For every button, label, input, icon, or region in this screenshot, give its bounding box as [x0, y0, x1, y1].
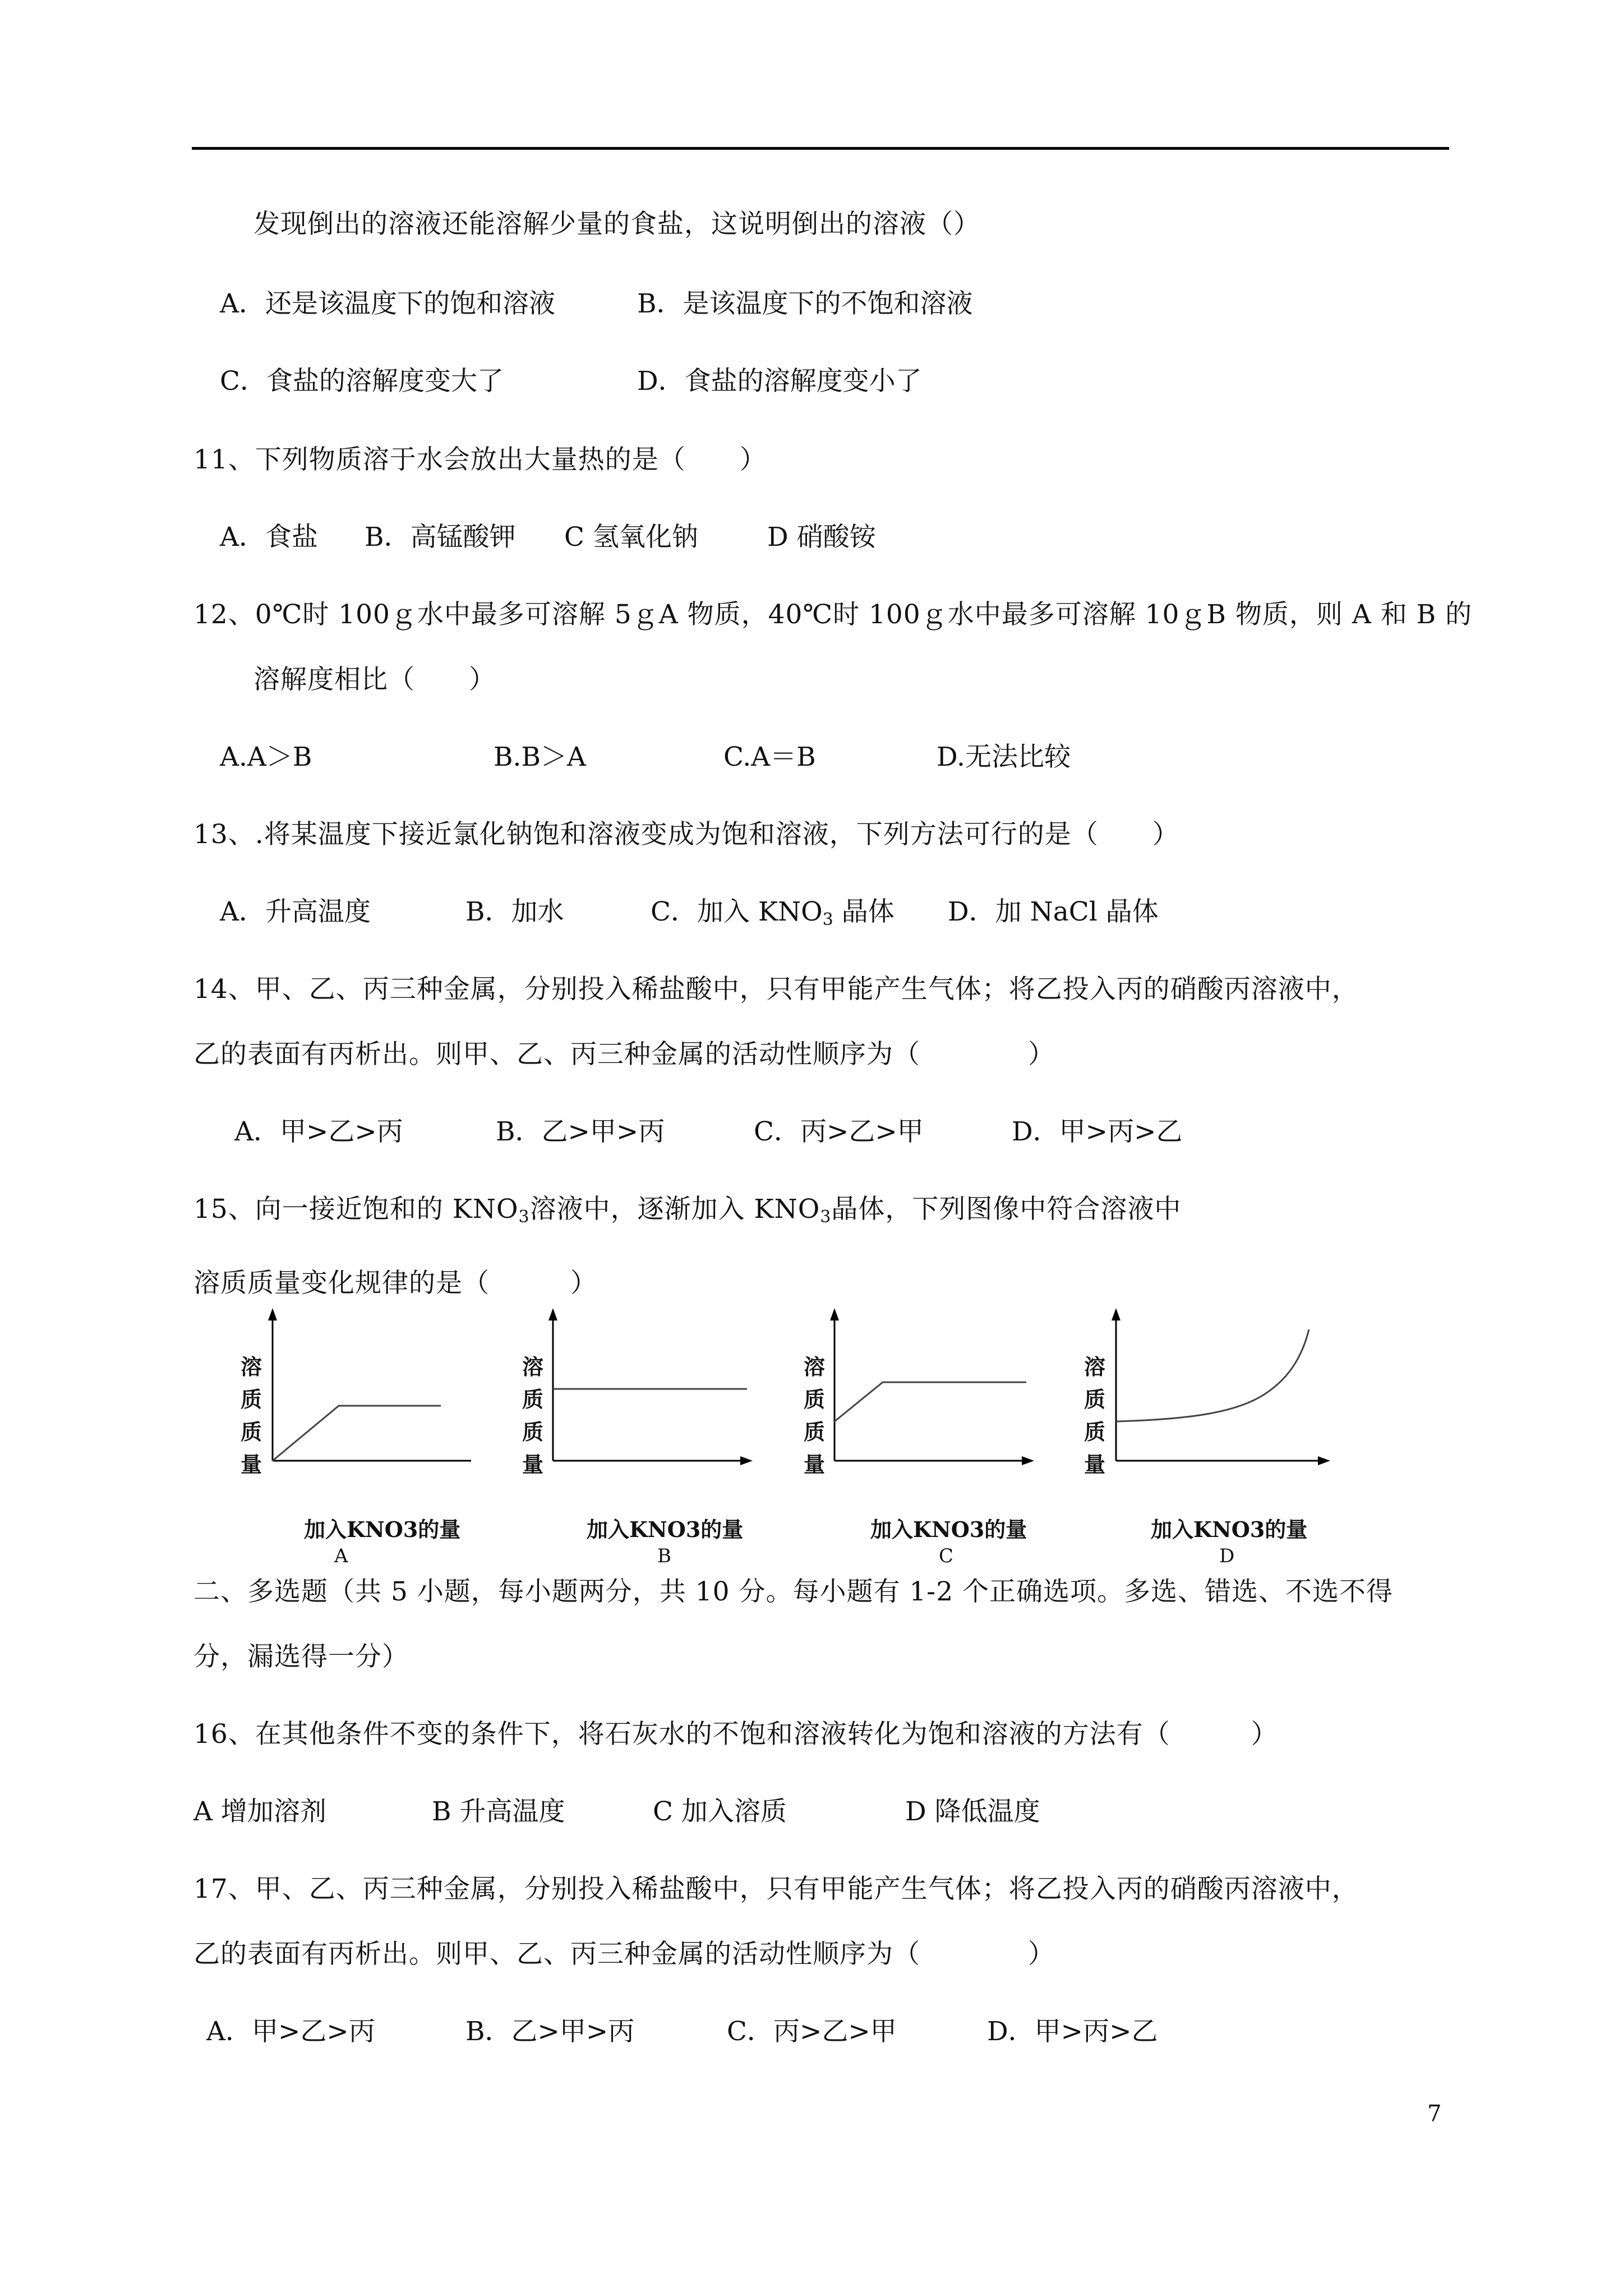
q12-stem-line1: 12、0℃时 100ｇ水中最多可溶解 5ｇA 物质，40℃时 100ｇ水中最多可溶解 10ｇB 物质，则 A 和 B 的: [193, 599, 1473, 630]
header-rule: [192, 147, 1449, 150]
q12-option-c: C.A＝B: [723, 742, 816, 772]
graph-b-letter: B: [657, 1545, 671, 1567]
graph-b-ylabel: 溶 质 质 量: [522, 1354, 543, 1477]
q17-stem-line2: 乙的表面有丙析出。则甲、乙、丙三种金属的活动性顺序为（ ）: [193, 1939, 1055, 1970]
graph-b: [517, 1307, 753, 1565]
graph-d-xlabel: 加入KNO3的量: [1151, 1517, 1308, 1542]
graph-a-plot: [236, 1307, 471, 1498]
q14-stem-line1: 14、甲、乙、丙三种金属，分别投入稀盐酸中，只有甲能产生气体；将乙投入丙的硝酸丙溶液中，: [193, 974, 1359, 1005]
q10-option-d: D．食盐的溶解度变小了: [637, 366, 922, 397]
q17-option-c: C．丙>乙>甲: [727, 2016, 897, 2047]
graph-d-ylabel: 溶 质 质 量: [1083, 1354, 1105, 1477]
graph-d-plot: [1079, 1307, 1343, 1498]
q14-option-b: B．乙>甲>丙: [496, 1116, 665, 1147]
q12-option-b: B.B＞A: [494, 742, 586, 772]
q11-option-c: C 氢氧化钠: [564, 522, 698, 553]
page-number: 7: [1427, 2101, 1442, 2127]
q16-option-c: C 加入溶质: [653, 1796, 787, 1827]
q13-stem: 13、.将某温度下接近氯化钠饱和溶液变成为饱和溶液，下列方法可行的是（ ）: [193, 819, 1179, 850]
q17-option-a: A．甲>乙>丙: [206, 2016, 375, 2047]
section2-heading-line1: 二、多选题（共 5 小题，每小题两分，共 10 分。每小题有 1-2 个正确选项。多选、错选、不选不得: [193, 1576, 1394, 1607]
graph-a-letter: A: [334, 1545, 348, 1567]
graph-d-curve: [1116, 1329, 1309, 1421]
graph-a-xlabel: 加入KNO3的量: [304, 1517, 461, 1542]
q11-stem: 11、下列物质溶于水会放出大量热的是（ ）: [193, 444, 767, 475]
graph-c: [799, 1307, 1034, 1565]
graph-c-xlabel: 加入KNO3的量: [870, 1517, 1027, 1542]
graph-b-xlabel: 加入KNO3的量: [587, 1517, 744, 1542]
q17-option-d: D．甲>丙>乙: [987, 2016, 1158, 2047]
section2-heading-line2: 分，漏选得一分）: [193, 1641, 409, 1672]
q13-option-a: A．升高温度: [220, 896, 371, 927]
q15-stem-line1: 15、向一接近饱和的 $KNO_3$溶液中，逐渐加入 $KNO_3$晶体，下列图像中符合溶液中: [193, 1194, 1182, 1227]
q13-option-d: D．加 NaCl 晶体: [948, 896, 1159, 927]
q16-option-b: B 升高温度: [432, 1796, 565, 1827]
q11-option-d: D 硝酸铵: [767, 522, 876, 553]
graph-d-letter: D: [1219, 1545, 1235, 1567]
q13-option-b: B．加水: [465, 896, 564, 927]
q12-stem-line2: 溶解度相比（ ）: [253, 664, 496, 695]
q10-option-b: B．是该温度下的不饱和溶液: [637, 288, 973, 319]
graph-a-ylabel: 溶 质 质 量: [240, 1354, 262, 1477]
q14-stem-line2: 乙的表面有丙析出。则甲、乙、丙三种金属的活动性顺序为（ ）: [193, 1039, 1055, 1070]
q12-option-a: A.A＞B: [220, 742, 312, 772]
q14-option-d: D．甲>丙>乙: [1012, 1116, 1183, 1147]
q10-option-c: C．食盐的溶解度变大了: [220, 366, 504, 397]
q17-stem-line1: 17、甲、乙、丙三种金属，分别投入稀盐酸中，只有甲能产生气体；将乙投入丙的硝酸丙溶液中，: [193, 1874, 1359, 1904]
graph-c-letter: C: [939, 1545, 954, 1567]
q11-option-a: A．食盐: [220, 522, 318, 553]
q16-stem: 16、在其他条件不变的条件下，将石灰水的不饱和溶液转化为饱和溶液的方法有（ ）: [193, 1719, 1278, 1750]
q10-continuation: 发现倒出的溶液还能溶解少量的食盐，这说明倒出的溶液（）: [253, 209, 980, 240]
q14-option-c: C．丙>乙>甲: [754, 1116, 924, 1147]
graph-a: [236, 1307, 471, 1565]
q12-option-d: D.无法比较: [937, 742, 1071, 772]
graph-a-curve: [273, 1406, 441, 1461]
q14-option-a: A．甲>乙>丙: [234, 1116, 403, 1147]
q13-option-c: C．加入 $KNO_3$ 晶体: [651, 896, 895, 930]
graph-d: [1079, 1307, 1315, 1565]
graph-b-plot: [517, 1307, 753, 1498]
q11-option-b: B．高锰酸钾: [365, 522, 516, 553]
graph-c-curve: [834, 1382, 1026, 1421]
q15-stem-line2: 溶质质量变化规律的是（ ）: [193, 1268, 597, 1299]
q16-option-d: D 降低温度: [905, 1796, 1040, 1827]
q17-option-b: B．乙>甲>丙: [465, 2016, 635, 2047]
graph-c-ylabel: 溶 质 质 量: [803, 1354, 825, 1477]
graph-c-plot: [799, 1307, 1034, 1498]
q16-option-a: A 增加溶剂: [193, 1796, 326, 1827]
q10-option-a: A．还是该温度下的饱和溶液: [220, 288, 555, 319]
